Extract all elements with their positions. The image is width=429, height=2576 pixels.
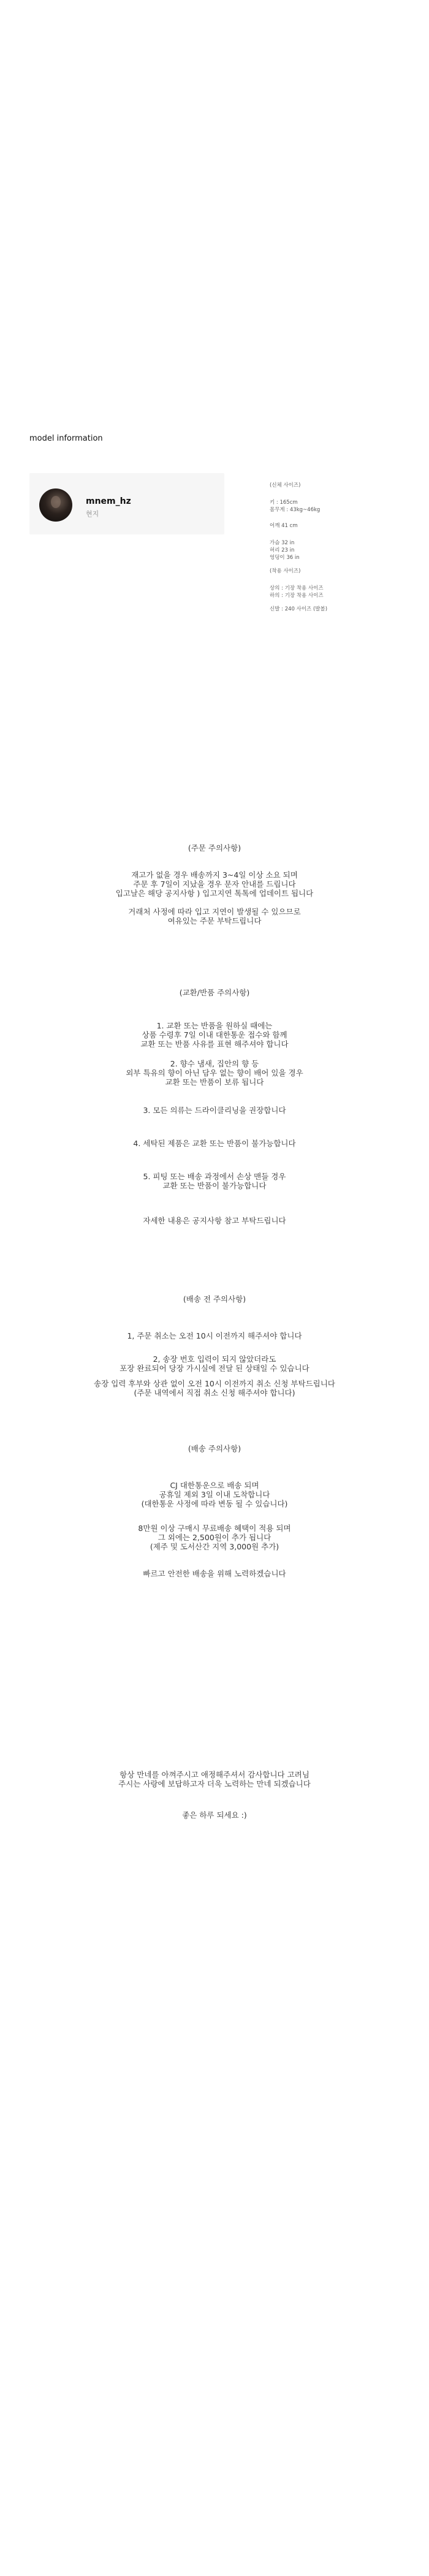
order-notice-line: 재고가 없을 경우 배송까지 3~4일 이상 소요 되며 xyxy=(131,870,298,880)
predelivery-line: 2, 송장 번호 입력이 되지 않았더라도 xyxy=(153,1354,276,1364)
predelivery-notice-title: (배송 전 주의사항) xyxy=(183,1294,246,1304)
closing-message xyxy=(92,1770,337,1788)
order-notice-body-2 xyxy=(92,907,337,925)
avatar xyxy=(39,488,72,522)
measurements-block xyxy=(270,539,300,561)
exchange-notice-title: (교환/반품 주의사항) xyxy=(179,988,250,997)
delivery-paragraph-3: 빠르고 안전한 배송을 위해 노력하겠습니다 xyxy=(143,1569,286,1578)
shoe-size-block xyxy=(270,606,327,613)
exchange-line: 교환 또는 반품이 보류 됩니다 xyxy=(165,1077,264,1087)
wear-size-header: (착용 사이즈) xyxy=(270,568,301,574)
body-size-block xyxy=(270,482,300,489)
predelivery-paragraph-1: 1, 주문 취소는 오전 10시 이전까지 해주셔야 합니다 xyxy=(127,1331,302,1340)
height-weight-block xyxy=(270,499,320,514)
hip-value: 엉덩이 36 in xyxy=(270,555,300,561)
order-notice-line: 여유있는 주문 부탁드립니다 xyxy=(167,916,262,925)
delivery-line: 그 외에는 2,500원이 추가 됩니다 xyxy=(158,1533,271,1542)
exchange-line: 2. 향수 냄새, 집안의 향 등 xyxy=(170,1059,259,1068)
exchange-paragraph-5 xyxy=(92,1172,337,1190)
model-username: mnem_hz xyxy=(86,496,131,506)
exchange-line: 5. 피팅 또는 배송 과정에서 손상 맨들 경우 xyxy=(143,1172,286,1181)
predelivery-line: (주문 내역에서 직접 취소 신청 해주셔야 합니다) xyxy=(134,1388,295,1397)
chest-value: 가슴 32 in xyxy=(270,540,295,546)
model-information-title: model information xyxy=(29,434,103,443)
delivery-line: CJ 대한통운으로 배송 되며 xyxy=(170,1481,259,1490)
predelivery-paragraph-2 xyxy=(92,1354,337,1373)
exchange-line: 교환 또는 반품 사유를 표현 해주셔야 합니다 xyxy=(140,1039,289,1049)
model-profile-card xyxy=(29,473,224,534)
closing-line: 항상 만네를 아껴주시고 애정해주셔서 감사합니다 고려님 xyxy=(120,1770,309,1779)
exchange-line: 상품 수령후 7일 이내 대한통운 접수와 함께 xyxy=(142,1030,287,1039)
exchange-line: 교환 또는 반품이 불가능합니다 xyxy=(162,1181,267,1190)
delivery-line: (대한통운 사정에 따라 변동 될 수 있습니다) xyxy=(141,1499,288,1508)
delivery-line: (제주 및 도서산간 지역 3,000원 추가) xyxy=(150,1542,279,1551)
delivery-paragraph-1 xyxy=(92,1481,337,1508)
shoe-size: 신발 : 240 사이즈 (발볼) xyxy=(270,606,328,612)
bottom-size: 하의 : 기장 착용 사이즈 xyxy=(270,593,324,599)
exchange-paragraph-4: 4. 세탁된 제품은 교환 또는 반품이 불가능합니다 xyxy=(133,1139,296,1148)
exchange-line: 외부 특유의 향이 아닌 담우 없는 향이 배어 있을 경우 xyxy=(126,1068,303,1077)
delivery-notice-title: (배송 주의사항) xyxy=(188,1444,241,1453)
exchange-line: 1. 교환 또는 반품을 원하실 때에는 xyxy=(156,1021,273,1030)
exchange-paragraph-3: 3. 모든 의류는 드라이클리닝을 권장합니다 xyxy=(143,1106,286,1115)
closing-line: 주시는 사랑에 보답하고자 더욱 노력하는 만네 되겠습니다 xyxy=(118,1779,311,1788)
wear-size-block xyxy=(270,568,300,575)
predelivery-line: 송장 입력 후부와 상관 없이 오전 10시 이전까지 취소 신청 부탁드립니다 xyxy=(94,1379,335,1388)
exchange-paragraph-2 xyxy=(92,1059,337,1087)
order-notice-line: 거래처 사정에 따라 입고 지연이 발생될 수 있으므로 xyxy=(128,907,301,916)
weight-value: 몸무게 : 43kg~46kg xyxy=(270,507,321,513)
waist-value: 허리 23 in xyxy=(270,547,295,553)
order-notice-line: 주문 후 7일이 지났을 경우 문자 안내를 드립니다 xyxy=(133,880,296,889)
exchange-paragraph-1 xyxy=(92,1021,337,1049)
predelivery-paragraph-3 xyxy=(92,1379,337,1397)
order-notice-title: (주문 주의사항) xyxy=(188,843,241,853)
exchange-paragraph-6: 자세한 내용은 공지사항 참고 부탁드립니다 xyxy=(143,1216,286,1225)
order-notice-line: 입고날은 해당 공지사항 ) 입고지연 톡톡에 업데이트 됩니다 xyxy=(115,889,314,898)
top-size: 상의 : 기장 착용 사이즈 xyxy=(270,585,324,591)
delivery-paragraph-2 xyxy=(92,1524,337,1551)
body-size-header: (신체 사이즈) xyxy=(270,482,301,488)
order-notice-body xyxy=(92,870,337,898)
delivery-line: 공휴일 제외 3일 이내 도착합니다 xyxy=(159,1490,270,1499)
shoulder-block xyxy=(270,522,298,530)
model-role: 현지 xyxy=(86,510,99,518)
predelivery-line: 포장 완료되어 당장 가시실에 전달 된 상태일 수 있습니다 xyxy=(120,1364,309,1373)
shoulder-value: 어깨 41 cm xyxy=(270,523,298,529)
delivery-line: 8만원 이상 구매시 무료배송 혜택이 적용 되며 xyxy=(138,1524,291,1533)
closing-sign: 좋은 하루 되세요 :) xyxy=(182,1810,247,1820)
wear-sizes xyxy=(270,585,324,599)
height-value: 키 : 165cm xyxy=(270,500,298,506)
